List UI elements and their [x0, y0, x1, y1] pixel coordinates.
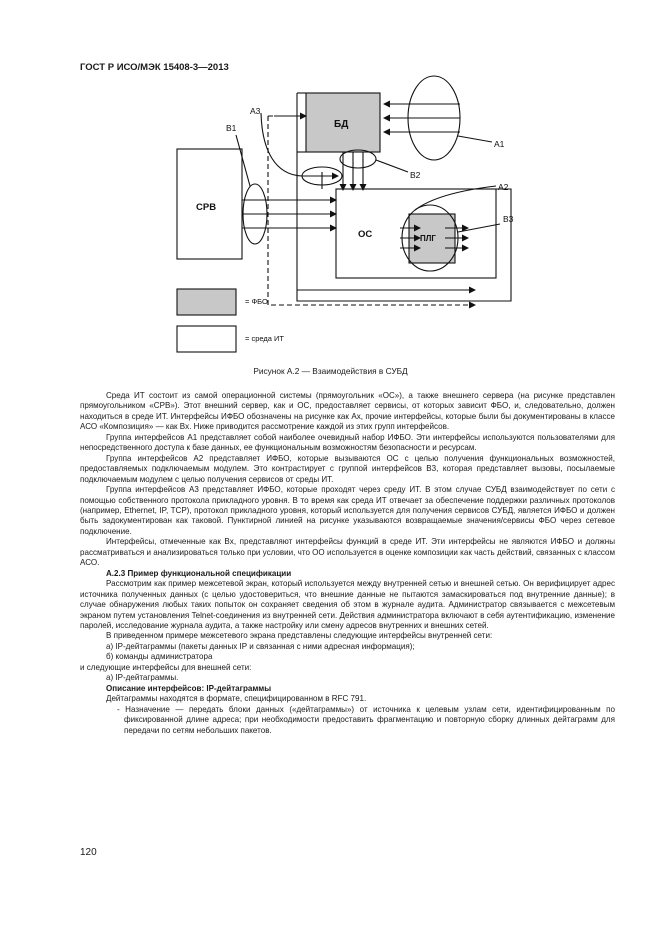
legend-sreda-label: = среда ИТ — [245, 334, 284, 343]
paragraph: Группа интерфейсов A1 представляет собой наиболее очевидный набор ИФБО. Эти интерфейсы используются пользователями для непосредственного доступа к базе данных, ее функциональным возможностям безопасности и ресурсам. — [80, 432, 615, 453]
paragraph: А.2.3 Пример функциональной спецификации — [106, 568, 292, 578]
paragraph: Группа интерфейсов A3 представляет ИФБО, которые проходят через среду ИТ. В этом случае СУБД взаимодействует по сети с помощью собственного протокола прикладного уровня. В то время как среда ИТ отвечает за обеспечение поддержки различных протоколов (например, Ethernet, IP, TCP), протокол прикладного уровня, который используется для получения сервисов СУБД, является ИФБО и должен быть задокументирован как таковой. Пунктирной линией на рисунке указываются возвращаемые значения/сервисы ФБО через сетевое подключение. — [80, 485, 615, 536]
paragraph: а) IP-дейтаграммы (пакеты данных IP и связанная с ними адресная информация); — [106, 641, 415, 651]
srv-label: СРВ — [196, 202, 217, 213]
paragraph: Дейтаграммы находятся в формате, специфицированном в RFC 791. — [106, 694, 367, 704]
legend-fbo-swatch — [177, 289, 236, 315]
body-text — [80, 391, 615, 736]
paragraph: Группа интерфейсов A2 представляет ИФБО, которые вызываются ОС с целью получения функциональных возможностей, предоставляемых подключаемым модулем. Это контрастирует с группой интерфейсов B3, которая представляет вызовы, посылаемые подключаемым модулем с целью получения сервисов от среды ИТ. — [80, 453, 615, 484]
legend-sreda-swatch — [177, 326, 236, 352]
paragraph: Среда ИТ состоит из самой операционной системы (прямоугольник «ОС»), а также внешнего сервера (на рисунке представлен прямоугольником «СРВ»). Этот внешний сервер, как и ОС, предоставляет сервисы, от которых зависит ФБО, и, следовательно, должен находиться в среде ИТ. Интерфейсы ИФБО обозначены на рисунке как Ax, прочие интерфейсы, которые были бы документированы в классе АСО «Композиция» — как Bx. Ниже приводится рассмотрение каждой из этих групп интерфейсов. — [80, 391, 615, 432]
b2-label: B2 — [410, 170, 421, 180]
a1-label: A1 — [494, 139, 505, 149]
b3-label: B3 — [503, 214, 514, 224]
paragraph: и следующие интерфейсы для внешней сети: — [80, 662, 252, 672]
paragraph: б) команды администратора — [106, 652, 213, 662]
legend-fbo-label: = ФБО — [245, 297, 268, 306]
a2-label: A2 — [498, 182, 509, 192]
paragraph: а) IP-дейтаграммы. — [106, 673, 179, 683]
a3-label: A3 — [250, 106, 261, 116]
b1-label: B1 — [226, 123, 237, 133]
page-number: 120 — [80, 847, 97, 858]
figure-caption: Рисунок А.2 — Взаимодействия в СУБД — [253, 366, 408, 376]
interaction-diagram — [0, 0, 661, 380]
os-label: ОС — [358, 229, 373, 240]
paragraph: - Назначение — передать блоки данных («дейтаграммы») от источника к целевым узлам сети, идентифицированным по фиксированной длине адреса; при необходимости предоставить фрагментацию и повторную сборку длинных дейтаграмм для передачи по сетям небольших пакетов. — [117, 704, 615, 735]
paragraph: Рассмотрим как пример межсетевой экран, который используется между внутренней сетью и внешней сетью. Он верифицирует адрес источника полученных данных (с целью удостовериться, что внешние данные не пытаются замаскироваться под внутренние данные); в случае обнаружения любых таких попыток он сохраняет сведения об этом в журнале аудита. Администратор связывается с межсетевым экраном путем установления Telnet-соединения из внутренней сети. Действия администратора включают в себя аутентификацию, изменение паролей, исследование журнала аудита, а также настройку или смену адресов внутренних и внешних сетей. — [80, 579, 615, 630]
paragraph: Интерфейсы, отмеченные как Bx, представляют интерфейсы функций в среде ИТ. Эти интерфейсы не являются ИФБО и должны рассматриваться и анализироваться только при условии, что ОО используется в оценке композиции как часть действий, связанных с классом АСО. — [80, 537, 615, 568]
bd-label: БД — [334, 119, 349, 130]
plg-label: ПЛГ — [420, 234, 436, 243]
b2-oval — [340, 150, 376, 168]
paragraph: Описание интерфейсов: IP-дейтаграммы — [106, 683, 272, 693]
paragraph: В приведенном примере межсетевого экрана представлены следующие интерфейсы внутренней сети: — [106, 631, 493, 641]
document-header: ГОСТ Р ИСО/МЭК 15408-3—2013 — [80, 62, 229, 73]
